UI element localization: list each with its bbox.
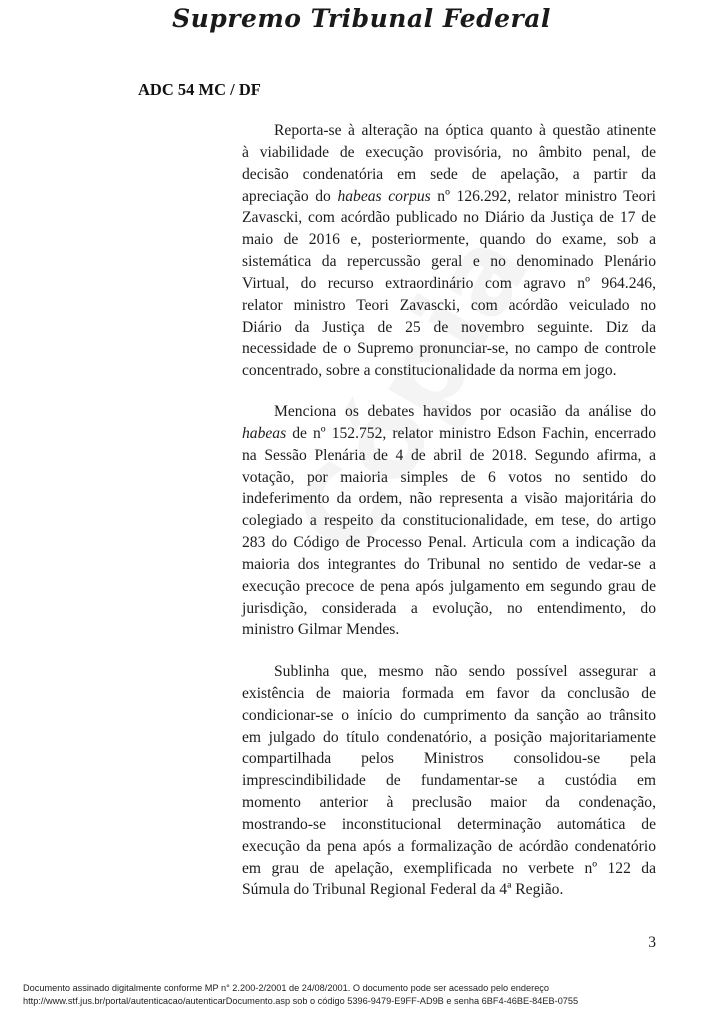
paragraph-3 [242,661,656,901]
paragraph-line: relator ministro Teori Zavascki, com acórdão veiculado no [242,296,656,314]
paragraph-line: decisão condenatória em sede de apelação, a partir da [242,165,656,183]
paragraph-line: em julgado do título condenatório, a posição majoritariamente [242,728,656,746]
paragraph-line: execução da pena após a formalização de acórdão condenatório [242,837,656,855]
paragraph-line: imprescindibilidade de fundamentar-se a custódia em [242,772,656,790]
paragraph-line: habeas de nº 152.752, relator ministro Edson Fachin, encerrado [242,424,656,442]
digital-signature-footer [23,982,713,1007]
paragraph-line: maio de 2016 e, posteriormente, quando do exame, sob a [242,231,656,249]
paragraph-line: à viabilidade de execução provisória, no âmbito penal, de [242,143,656,161]
paragraph-line: apreciação do habeas corpus nº 126.292, relator ministro Teori [242,187,656,205]
paragraph-line: existência de maioria formada em favor da conclusão de [242,684,656,702]
paragraph-line: sistemática da repercussão geral e no denominado Plenário [242,253,656,271]
paragraph-line: Zavascki, com acórdão publicado no Diário da Justiça de 17 de [242,209,656,227]
paragraph-line: Diário da Justiça de 25 de novembro seguinte. Diz da [242,318,656,336]
paragraph-line: concentrado, sobre a constitucionalidade da norma em jogo. [242,362,617,380]
paragraph-line: ministro Gilmar Mendes. [242,621,400,639]
paragraph-line: em grau de apelação, exemplificada no verbete nº 122 da [242,859,656,877]
paragraph-line: Sublinha que, mesmo não sendo possível assegurar a [274,663,656,680]
paragraph-line: indeferimento da ordem, não representa a visão majoritária do [242,490,656,508]
footer-line-2: http://www.stf.jus.br/portal/autenticacao/autenticarDocumento.asp sob o código 5396-9479-E9FF-AD9B e senha 6BF4-46BE-84EB-0755 [23,995,579,1006]
paragraph-line: Reporta-se à alteração na óptica quanto à questão atinente [274,122,656,139]
paragraph-line: condicionar-se o início do cumprimento da sanção ao trânsito [242,706,656,724]
paragraph-line: mostrando-se inconstitucional determinação automática de [242,815,656,833]
paragraph-line: votação, por maioria simples de 6 votos no sentido do [242,468,656,486]
paragraph-1 [242,120,656,382]
paragraph-line: Súmula do Tribunal Regional Federal da 4ª Região. [242,881,564,899]
page-number: 3 [648,934,656,951]
italic-term: habeas corpus [337,187,431,205]
paragraph-line: Virtual, do recurso extraordinário com agravo nº 964.246, [242,274,656,292]
paragraph-line: colegiado a respeito da constitucionalidade, em tese, do artigo [242,512,656,530]
footer-line-1: Documento assinado digitalmente conforme MP n° 2.200-2/2001 de 24/08/2001. O documento pode ser acessado pelo endereço [23,983,550,993]
paragraph-line: maioria dos integrantes do Tribunal no sentido de vedar-se a [242,555,656,573]
paragraph-2 [242,401,656,641]
court-header-title: Supremo Tribunal Federal [172,4,551,33]
paragraph-line: jurisdição, considerada a evolução, no entendimento, do [242,599,656,617]
paragraph-line: momento anterior à preclusão maior da condenação, [242,794,656,812]
case-identifier: ADC 54 MC / DF [138,80,261,99]
paragraph-line: necessidade de o Supremo pronunciar-se, no campo de controle [242,340,656,358]
paragraph-line: execução precoce de pena após julgamento em segundo grau de [242,577,656,595]
italic-term: habeas [242,424,287,442]
paragraph-line: 283 do Código de Processo Penal. Articula com a indicação da [242,534,656,552]
paragraph-line: compartilhada pelos Ministros consolidou-se pela [242,750,656,768]
paragraph-line: Menciona os debates havidos por ocasião da análise do [274,403,656,420]
paragraph-line: na Sessão Plenária de 4 de abril de 2018. Segundo afirma, a [242,446,656,464]
